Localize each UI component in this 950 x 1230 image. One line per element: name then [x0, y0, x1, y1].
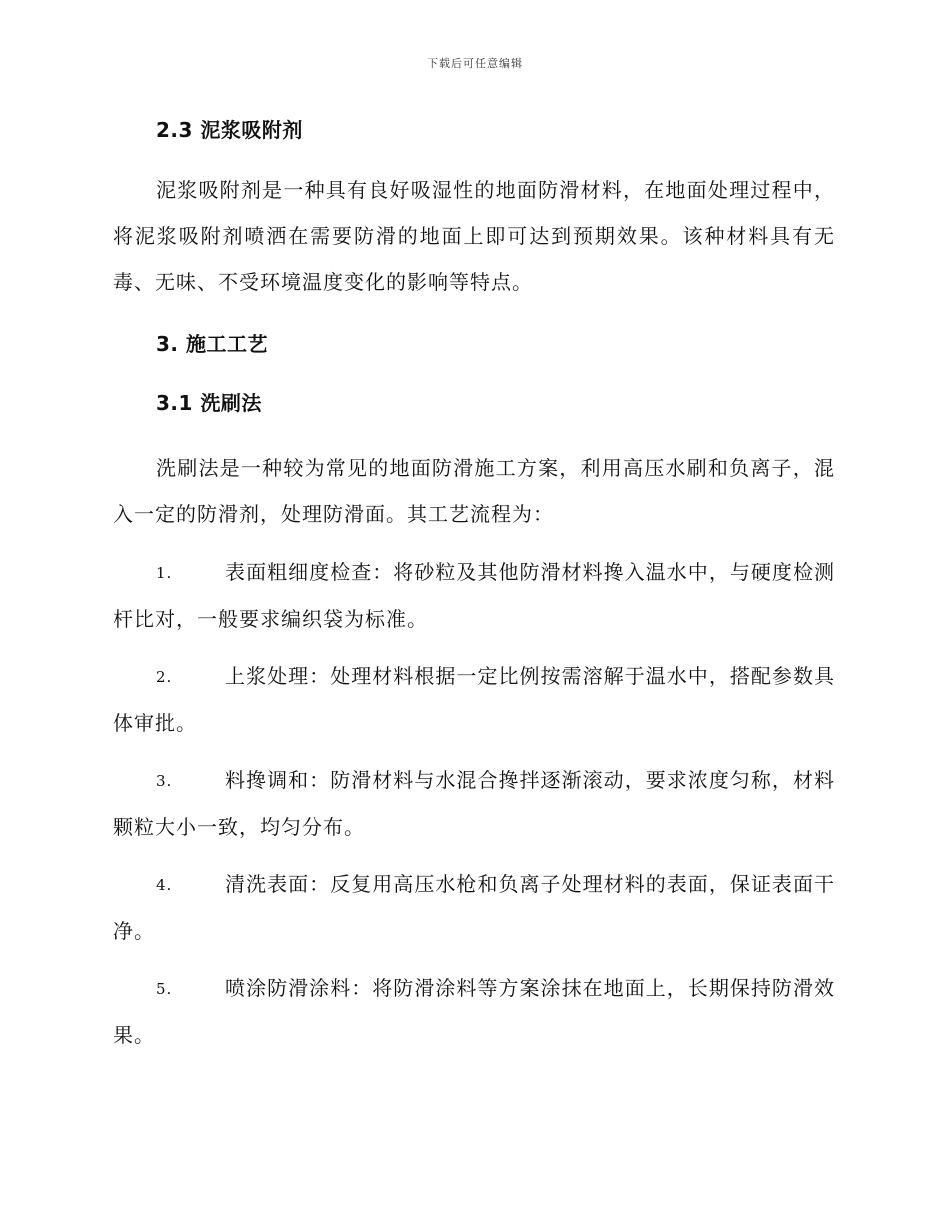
list-item-text: 表面粗细度检查：将砂粒及其他防滑材料搀入温水中，与硬度检测杆比对，一般要求编织袋为标准。 — [113, 560, 835, 631]
list-item — [113, 549, 835, 642]
page-content — [113, 112, 835, 1058]
list-item-text: 喷涂防滑涂料：将防滑涂料等方案涂抹在地面上，长期保持防滑效果。 — [113, 976, 835, 1047]
section-heading-3: 3. 施工工艺 — [156, 332, 268, 356]
list-item-text: 清洗表面：反复用高压水枪和负离子处理材料的表面，保证表面干净。 — [113, 872, 835, 943]
list-item-number: 2. — [156, 668, 173, 686]
list-item-number: 3. — [156, 772, 173, 790]
section-heading-2-3: 2.3 泥浆吸附剂 — [156, 118, 303, 142]
list-item — [113, 861, 835, 954]
list-item — [113, 653, 835, 746]
list-item-number: 5. — [156, 980, 173, 998]
list-item — [113, 965, 835, 1058]
page-header: 下载后可任意编辑 — [427, 57, 523, 70]
list-item-number: 4. — [156, 876, 173, 894]
section-heading-3-1: 3.1 洗刷法 — [156, 391, 262, 415]
section-3-1-paragraph: 洗刷法是一种较为常见的地面防滑施工方案，利用高压水刷和负离子，混入一定的防滑剂，处理防滑面。其工艺流程为： — [113, 456, 835, 526]
list-item-text: 料搀调和：防滑材料与水混合搀拌逐渐滚动，要求浓度匀称，材料颗粒大小一致，均匀分布。 — [113, 768, 835, 839]
list-item-text: 上浆处理：处理材料根据一定比例按需溶解于温水中，搭配参数具体审批。 — [113, 664, 835, 735]
section-2-3-paragraph: 泥浆吸附剂是一种具有良好吸湿性的地面防滑材料，在地面处理过程中，将泥浆吸附剂喷洒在需要防滑的地面上即可达到预期效果。该种材料具有无毒、无味、不受环境温度变化的影响等特点。 — [113, 178, 835, 294]
list-item — [113, 757, 835, 850]
list-item-number: 1. — [156, 564, 173, 582]
